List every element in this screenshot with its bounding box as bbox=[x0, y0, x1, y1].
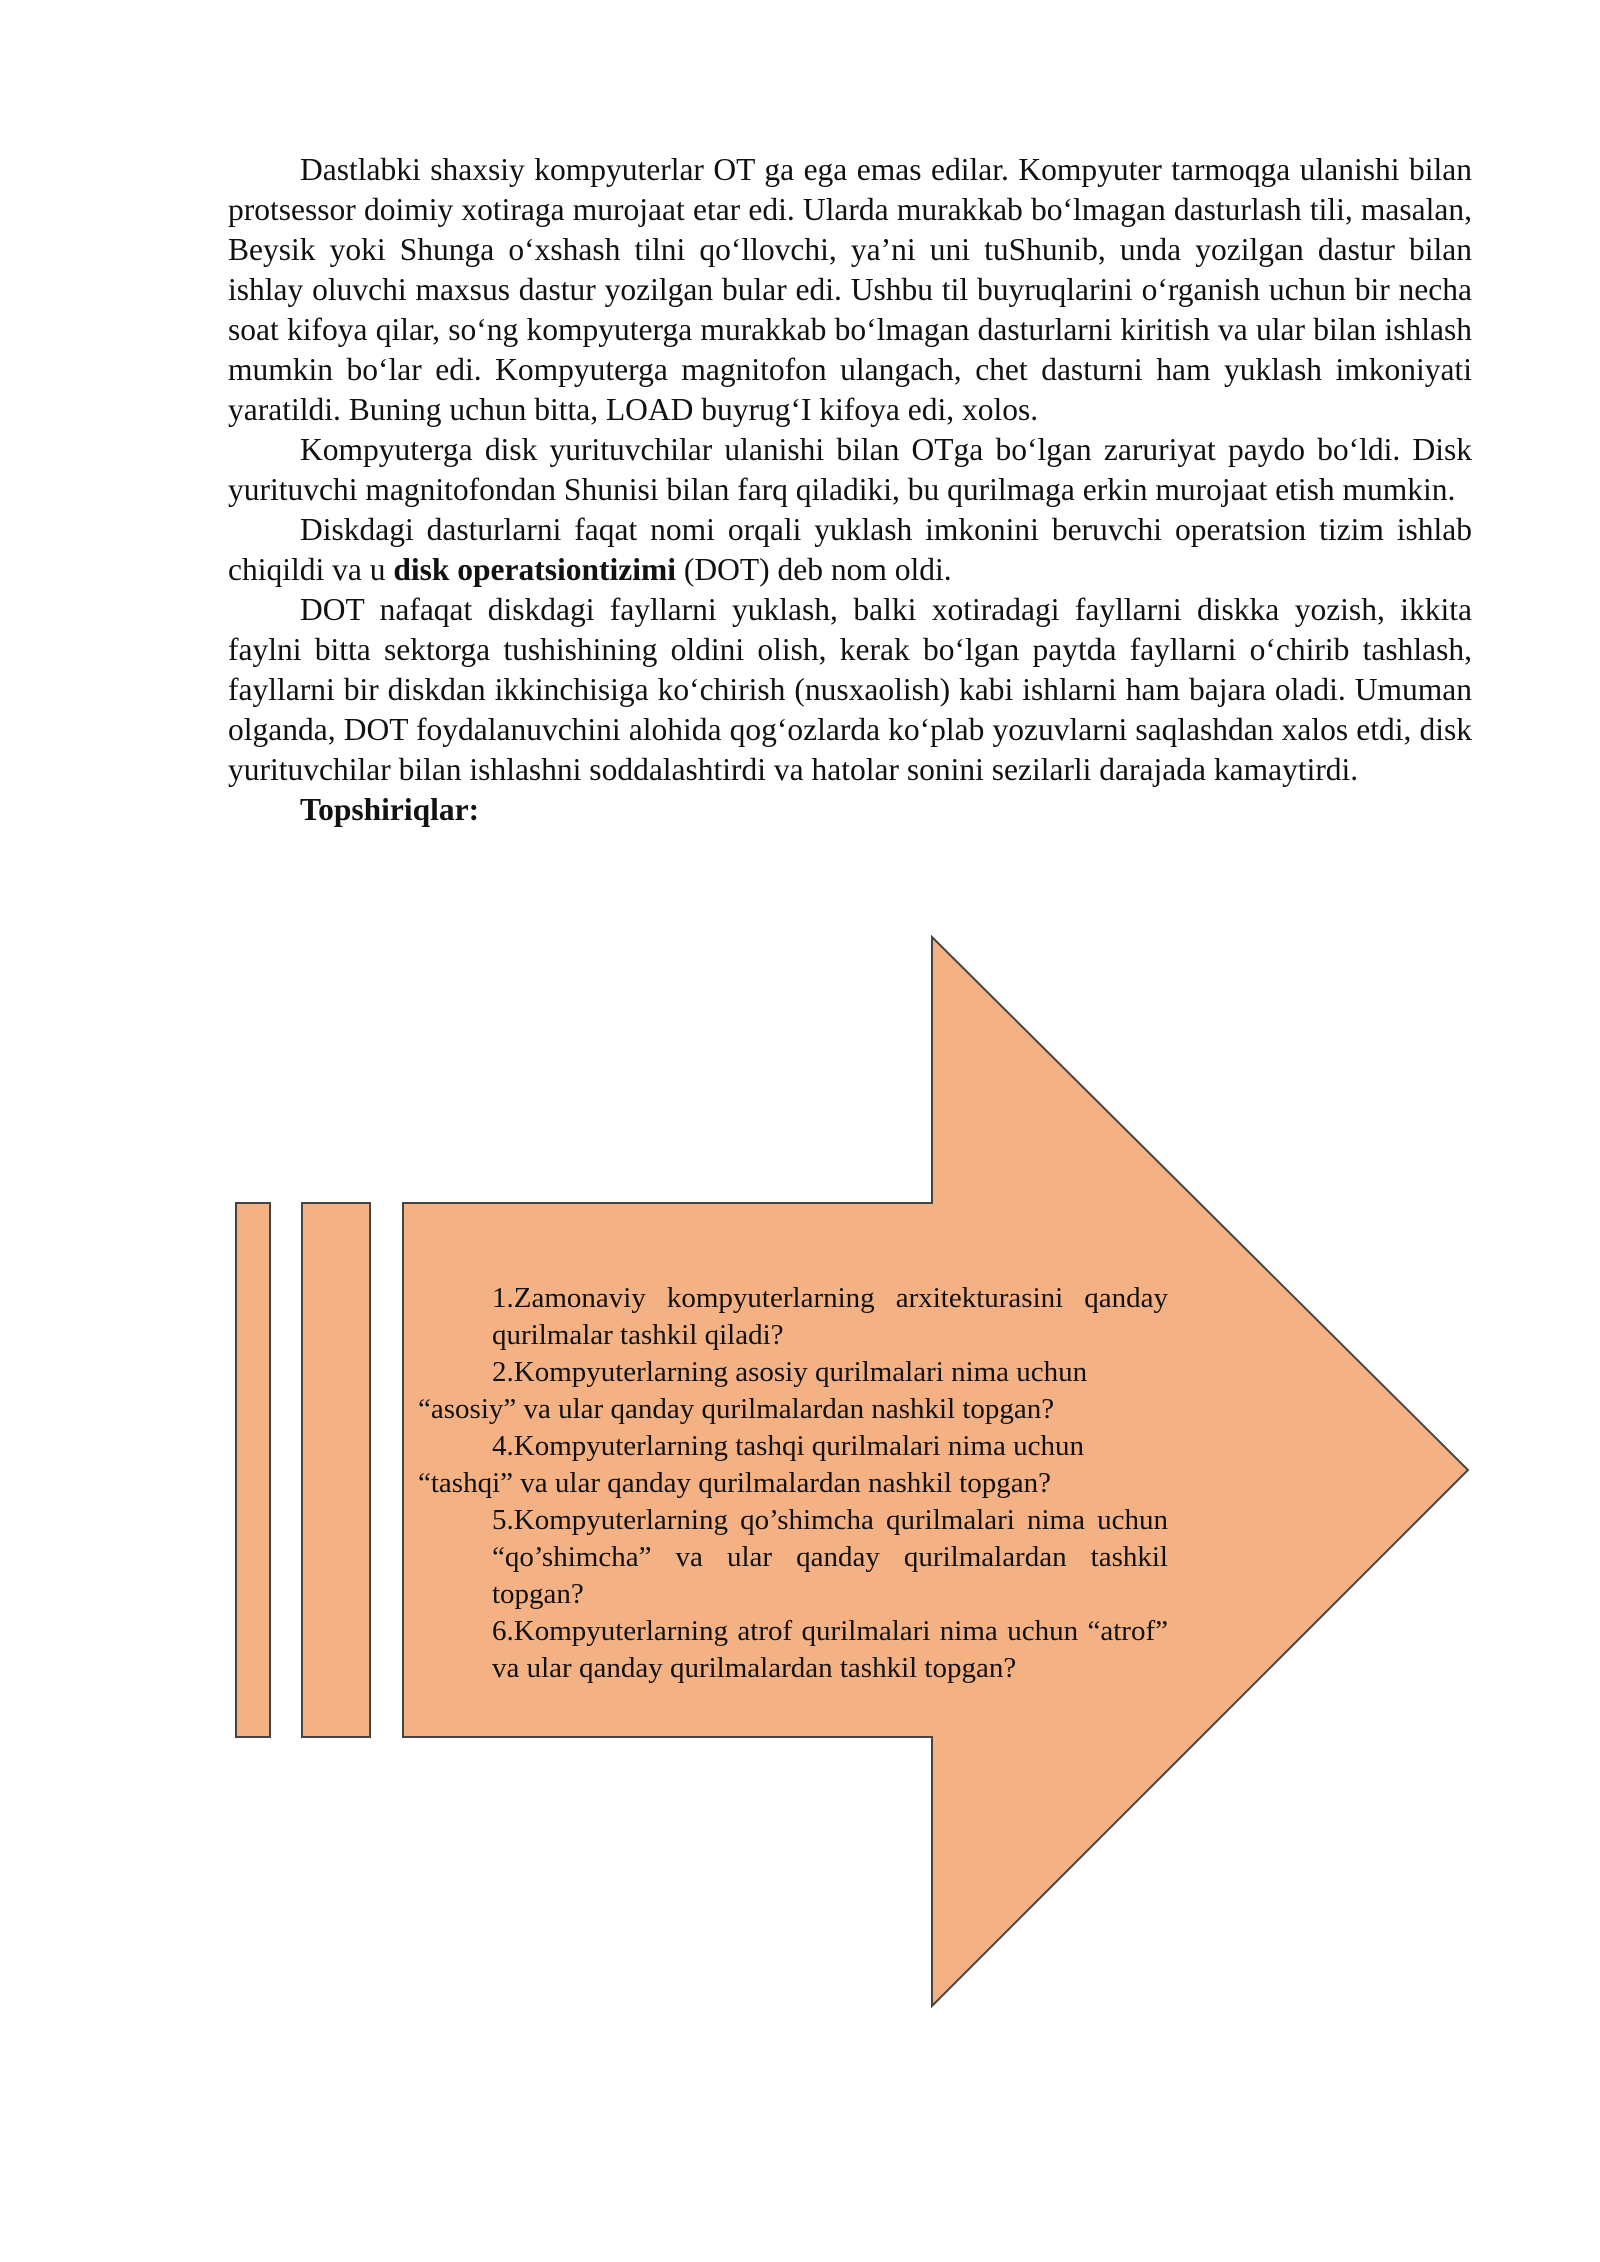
section-heading: Topshiriqlar: bbox=[300, 792, 480, 827]
task-item-1: 1.Zamonaviy kompyuterlarning arxitekturasini qanday qurilmalar tashkil qiladi? bbox=[492, 1282, 1168, 1351]
paragraph-1: Dastlabki shaxsiy kompyuterlar OT ga ega emas edilar. Kompyuter tarmoqga ulanishi bilan protsessor doimiy xotiraga murojaat etar edi. Ularda murakkab bo‘lmagan dasturlash tili, masalan, Beysik yoki Shunga o‘xshash tilni qo‘llovchi, ya’ni uni tuShunib, unda yozilgan dastur bilan ishlay oluvchi maxsus dastur yozilgan bular edi. Ushbu til buyruqlarini o‘rganish uchun bir necha soat kifoya qilar, so‘ng kompyuterga murakkab bo‘lmagan dasturlarni kiritish va ular bilan ishlash mumkin bo‘lar edi. Kompyuterga magnitofon ulangach, chet dasturni ham yuklash imkoniyati yaratildi. Buning uchun bitta, LOAD buyrug‘I kifoya edi, xolos. bbox=[228, 152, 1472, 427]
paragraph-3-text-a: Diskdagi dasturlarni faqat nomi orqali yuklash imkonini beruvchi operatsion tizim ishlab chiqildi va u bbox=[228, 512, 1472, 587]
task-item-4-rest: “tashqi” va ular qanday qurilmalardan nashkil topgan? bbox=[418, 1467, 1051, 1499]
task-item-6-rest: “atrof” va ular qanday qurilmalardan tashkil topgan? bbox=[492, 1615, 1168, 1684]
paragraph-2: Kompyuterga disk yurituvchilar ulanishi bilan OTga bo‘lgan zaruriyat paydo bo‘ldi. Disk yurituvchi magnitofondan Shunisi bilan farq qiladiki, bu qurilmaga erkin murojaat etish mumkin. bbox=[228, 432, 1472, 507]
task-item-6-lead: 6.Kompyuterlarning atrof qurilmalari nima uchun bbox=[492, 1615, 1079, 1647]
arrow-stripe-wide bbox=[302, 1203, 370, 1737]
arrow-stripe-thin bbox=[236, 1203, 270, 1737]
task-item-2 bbox=[418, 1354, 1168, 1428]
task-item-4 bbox=[418, 1428, 1168, 1502]
paragraph-3-text-b: (DOT) deb nom oldi. bbox=[676, 552, 952, 587]
paragraph-3-bold-term: disk operatsiontizimi bbox=[393, 552, 676, 587]
task-item-6 bbox=[418, 1613, 1168, 1687]
task-item-4-lead: 4.Kompyuterlarning tashqi qurilmalari nima uchun bbox=[492, 1430, 1084, 1462]
task-item-5: 5.Kompyuterlarning qo’shimcha qurilmalari nima uchun “qo’shimcha” va ular qanday qurilmalardan tashkil topgan? bbox=[492, 1504, 1168, 1610]
paragraph-4: DOT nafaqat diskdagi fayllarni yuklash, balki xotiradagi fayllarni diskka yozish, ikkita faylni bitta sektorga tushishining oldini olish, kerak bo‘lgan paytda fayllarni o‘chirib tashlash, fayllarni bir diskdan ikkinchisiga ko‘chirish (nusxaolish) kabi ishlarni ham bajara oladi. Umuman olganda, DOT foydalanuvchini alohida qog‘ozlarda ko‘plab yozuvlarni saqlashdan xalos etdi, disk yurituvchilar bilan ishlashni soddalashtirdi va hatolar sonini sezilarli darajada kamaytirdi. bbox=[228, 592, 1472, 787]
task-item-2-rest: “asosiy” va ular qanday qurilmalardan nashkil topgan? bbox=[418, 1393, 1055, 1425]
task-item-2-lead: 2.Kompyuterlarning asosiy qurilmalari nima uchun bbox=[492, 1356, 1088, 1388]
task-list bbox=[418, 1280, 1168, 1687]
